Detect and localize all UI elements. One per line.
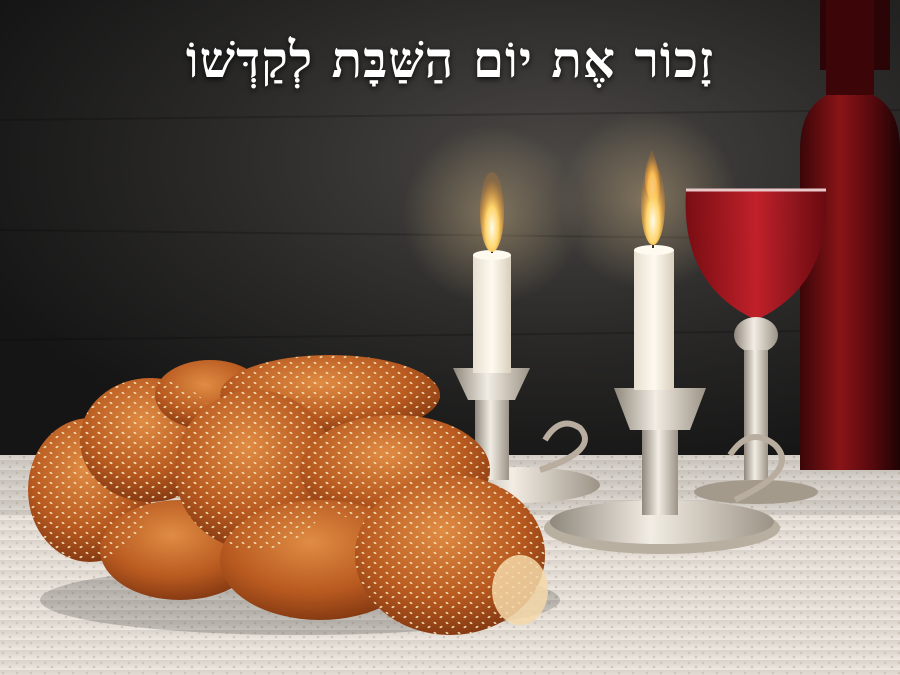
hebrew-title: זָכוֹר אֶת יוֹם הַשַּׁבָּת לְקַדְּשׁוֹ xyxy=(185,30,715,89)
